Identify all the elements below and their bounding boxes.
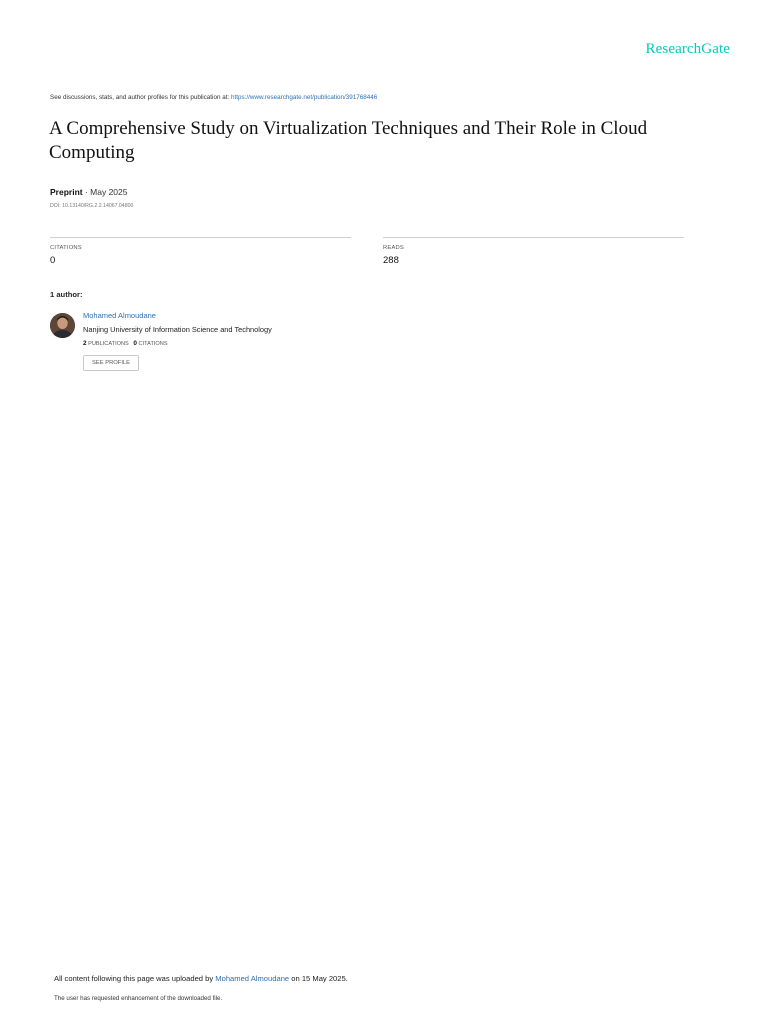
citations-stat <box>50 237 351 266</box>
author-name-link[interactable]: Mohamed Almoudane <box>83 311 156 320</box>
reads-label: READS <box>383 245 404 251</box>
paper-title: A Comprehensive Study on Virtualization Techniques and Their Role in Cloud Computing <box>49 118 648 163</box>
author-avatar[interactable] <box>50 313 75 338</box>
uploader-link[interactable]: Mohamed Almoudane <box>215 974 290 983</box>
publication-type: Preprint <box>50 187 83 197</box>
researchgate-logo[interactable]: ResearchGate <box>645 41 730 57</box>
author-publications-label: PUBLICATIONS <box>88 341 129 347</box>
publication-meta <box>50 187 127 197</box>
doi: DOI: 10.13140/RG.2.2.14067.04800 <box>50 203 134 209</box>
avatar-image <box>50 313 75 338</box>
upload-suffix: on 15 May 2025. <box>289 974 348 983</box>
publication-date: · May 2025 <box>82 187 128 197</box>
author-publications-count: 2 <box>83 340 87 347</box>
author-citations-label: CITATIONS <box>138 341 168 347</box>
author-citations-count: 0 <box>133 340 137 347</box>
publication-link[interactable]: https://www.researchgate.net/publication/391768446 <box>230 94 378 101</box>
citations-count: 0 <box>50 255 56 266</box>
reads-stat <box>383 237 684 266</box>
discussion-text: See discussions, stats, and author profiles for this publication at: <box>50 94 231 101</box>
see-profile-button[interactable]: SEE PROFILE <box>83 355 139 371</box>
author-card <box>83 311 272 371</box>
author-stats <box>83 340 272 347</box>
enhancement-note: The user has requested enhancement of the downloaded file. <box>54 995 223 1002</box>
authors-heading: 1 author: <box>50 290 83 299</box>
upload-notice <box>54 974 348 983</box>
upload-prefix: All content following this page was uploaded by <box>54 974 216 983</box>
discussion-line <box>50 94 377 101</box>
citations-label: CITATIONS <box>50 245 82 251</box>
author-affiliation: Nanjing University of Information Science and Technology <box>83 325 272 334</box>
reads-count: 288 <box>383 255 399 266</box>
